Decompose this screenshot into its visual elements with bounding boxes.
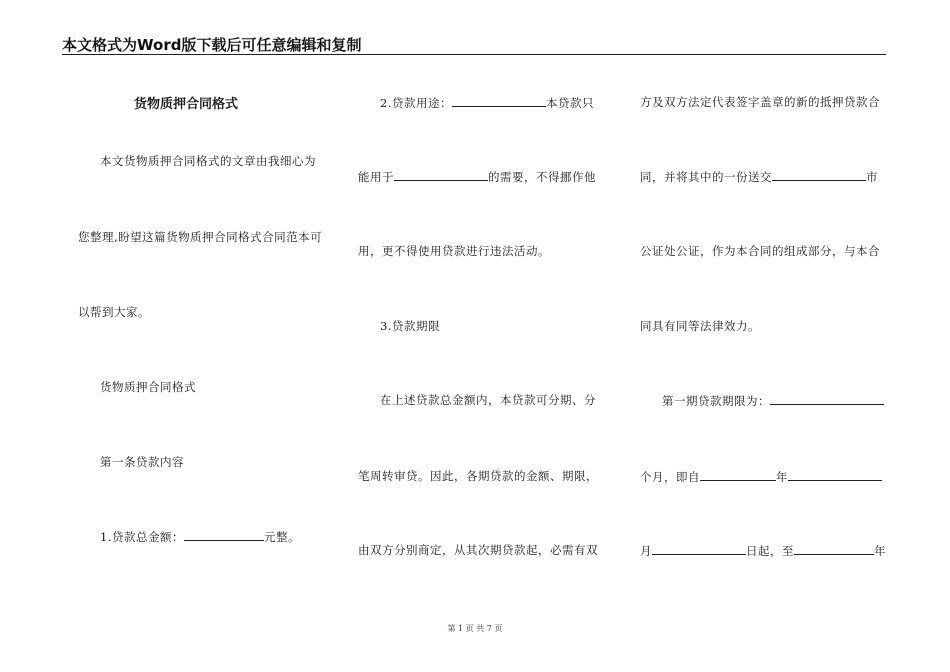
- paragraph-line: 公证处公证，作为本合同的组成部分，与本合: [640, 244, 880, 258]
- start-year-blank[interactable]: [700, 469, 776, 481]
- loan-amount-suffix: 元整。: [263, 530, 300, 544]
- paragraph-line: 用，更不得使用贷款进行违法活动。: [358, 244, 550, 258]
- start-month-blank[interactable]: [788, 469, 882, 481]
- loan-purpose-label: 2.贷款用途：: [380, 96, 452, 110]
- notary-prefix: 同，并将其中的一份送交: [640, 170, 772, 184]
- loan-amount-blank[interactable]: [184, 529, 264, 541]
- loan-term-heading: 3.贷款期限: [380, 319, 440, 333]
- paragraph-line: 以帮到大家。: [78, 305, 150, 319]
- paragraph-line: 同具有同等法律效力。: [640, 319, 760, 333]
- term-dates-line: [640, 543, 886, 558]
- usage-blank[interactable]: [394, 169, 488, 181]
- term-months-line: [640, 469, 882, 484]
- paragraph-line: 本文货物质押合同格式的文章由我细心为: [100, 154, 316, 168]
- article-heading: 第一条贷款内容: [100, 455, 184, 469]
- first-term-blank[interactable]: [770, 393, 884, 405]
- usage-line: [358, 169, 596, 184]
- paragraph-line: 由双方分别商定，从其次期贷款起，必需有双: [358, 543, 598, 557]
- paragraph-line: 在上述贷款总金额内，本贷款可分期、分: [380, 393, 596, 407]
- end-year-blank[interactable]: [794, 543, 874, 555]
- month-label: 月: [640, 544, 652, 558]
- loan-purpose-line: [380, 95, 594, 110]
- paragraph-line: 方及双方法定代表签字盖章的新的抵押贷款合: [640, 95, 880, 109]
- year-label: 年: [776, 470, 788, 484]
- document-title: 货物质押合同格式: [134, 97, 239, 112]
- city-blank[interactable]: [772, 169, 866, 181]
- usage-prefix: 能用于: [358, 170, 394, 184]
- end-year-label: 年: [874, 544, 886, 558]
- paragraph-line: 您整理,盼望这篇货物质押合同格式合同范本可: [78, 230, 323, 244]
- loan-purpose-suffix: 本贷款只: [545, 96, 594, 110]
- section-heading: 货物质押合同格式: [100, 380, 196, 394]
- start-day-blank[interactable]: [652, 543, 746, 555]
- header-title: 本文格式为Word版下载后可任意编辑和复制: [62, 36, 362, 54]
- city-suffix: 市: [866, 170, 878, 184]
- notary-line: [640, 169, 878, 184]
- usage-suffix: 的需要，不得挪作他: [488, 170, 596, 184]
- from-to-label: 日起，至: [746, 544, 794, 558]
- header-divider: [62, 54, 886, 55]
- loan-purpose-blank[interactable]: [452, 95, 546, 107]
- months-prefix: 个月，即自: [640, 470, 700, 484]
- loan-amount-line: [100, 529, 300, 544]
- paragraph-line: 笔周转审贷。因此，各期贷款的金额、期限，: [358, 469, 598, 483]
- first-term-label: 第一期贷款期限为：: [662, 394, 770, 408]
- first-term-line: [662, 393, 884, 408]
- loan-amount-label: 1.贷款总金额：: [100, 530, 184, 544]
- page-number-footer: 第 1 页 共 7 页: [447, 624, 503, 633]
